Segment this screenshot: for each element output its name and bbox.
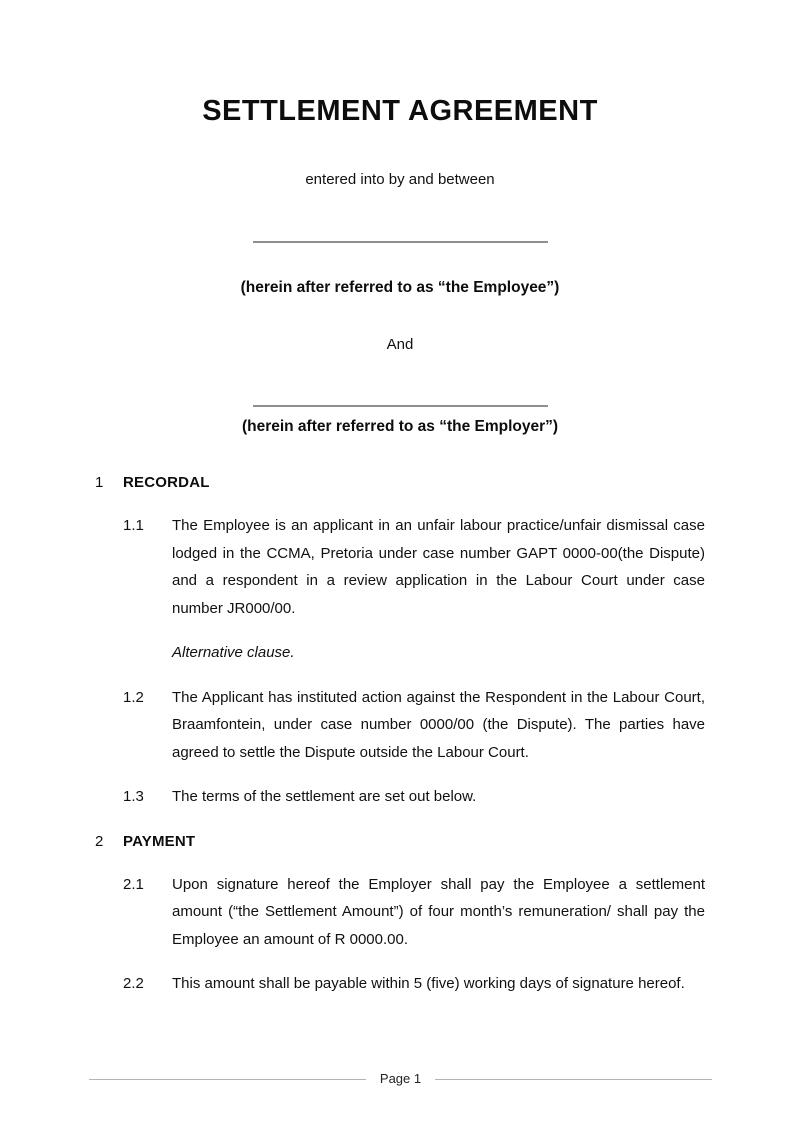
section-recordal [95, 474, 705, 811]
page-number-label: Page 1 [379, 1071, 422, 1086]
section-heading-row [95, 833, 705, 850]
section-title: PAYMENT [123, 832, 196, 850]
section-payment [95, 833, 705, 998]
document-body [0, 474, 800, 998]
employee-name-blank [253, 241, 548, 243]
clause-text: Alternative clause. [172, 644, 295, 661]
employer-party-label: (herein after referred to as “the Employer”) [241, 418, 559, 435]
section-title: RECORDAL [123, 474, 210, 491]
clause-2-1 [123, 871, 705, 954]
clause-alternative-note [123, 639, 705, 667]
section-number: 1 [95, 474, 104, 491]
clause-number: 1.1 [123, 517, 144, 534]
clause-1-1 [123, 512, 705, 622]
clause-text: The Employee is an applicant in an unfair labour practice/unfair dismissal case lodged in the CCMA, Pretoria under case number GAPT 0000-00(the Dispute) and a respondent in a review application in the Labour Court under case number JR000/00. [172, 517, 705, 617]
footer-rule-right [435, 1079, 712, 1080]
section-number: 2 [95, 832, 104, 850]
clause-text: The terms of the settlement are set out below. [172, 788, 477, 805]
clause-number: 2.1 [123, 875, 144, 893]
footer-rule-left [89, 1079, 366, 1080]
clause-text: This amount shall be payable within 5 (five) working days of signature hereof. [172, 975, 685, 992]
clause-1-3 [123, 783, 705, 811]
parties-connector: And [386, 336, 414, 353]
intro-line: entered into by and between [305, 171, 495, 188]
clause-text: The Applicant has instituted action against the Respondent in the Labour Court, Braamfontein, under case number 0000/00 (the Dispute). The parties have agreed to settle the Dispute outside the Labour Court. [172, 688, 705, 761]
clause-number: 2.2 [123, 975, 144, 992]
clause-text: Upon signature hereof the Employer shall pay the Employee a settlement amount (“the Settlement Amount”) of four month’s remuneration/ shall pay the Employee an amount of R 0000.00. [172, 875, 705, 948]
clause-1-2 [123, 684, 705, 767]
clause-number: 1.2 [123, 688, 144, 706]
employee-party-label: (herein after referred to as “the Employee”) [240, 279, 560, 296]
page-footer [89, 1071, 712, 1087]
clause-number [123, 639, 172, 667]
clause-number: 1.3 [123, 788, 144, 805]
employer-name-blank [253, 405, 548, 407]
document-title: SETTLEMENT AGREEMENT [202, 95, 598, 127]
clause-2-2 [123, 970, 705, 998]
section-heading-row [95, 474, 705, 491]
